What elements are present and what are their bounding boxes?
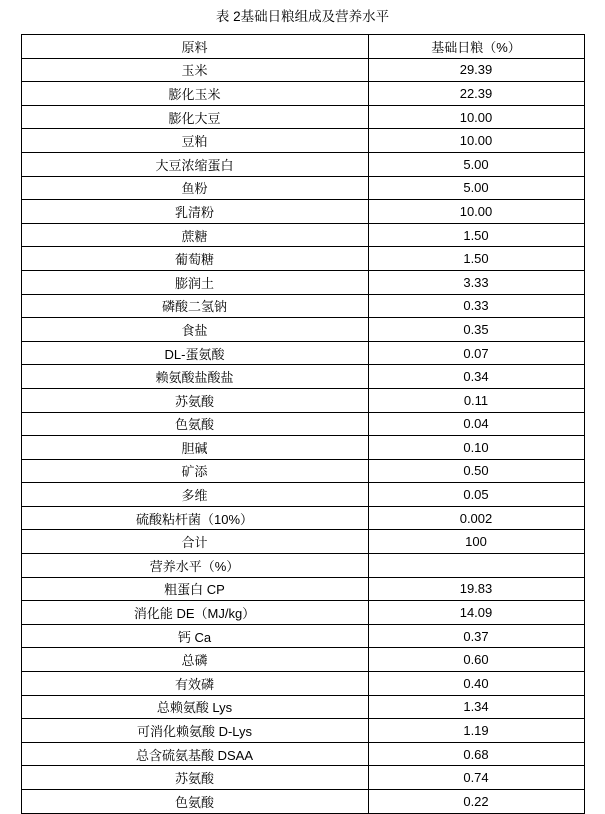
table-row (21, 247, 584, 271)
row-value: 1.34 (368, 695, 584, 719)
row-value: 19.83 (368, 577, 584, 601)
row-value: 10.00 (368, 129, 584, 153)
row-label: 可消化赖氨酸 D-Lys (21, 719, 368, 743)
table-row (21, 577, 584, 601)
row-label: 总磷 (21, 648, 368, 672)
row-label: 豆粕 (21, 129, 368, 153)
row-label: 钙 Ca (21, 624, 368, 648)
row-label: 赖氨酸盐酸盐 (21, 365, 368, 389)
row-value: 10.00 (368, 105, 584, 129)
table-row (21, 695, 584, 719)
row-value: 0.22 (368, 790, 584, 814)
row-label: 膨化玉米 (21, 82, 368, 106)
table-row (21, 742, 584, 766)
row-label: 总赖氨酸 Lys (21, 695, 368, 719)
row-label: 食盐 (21, 318, 368, 342)
table-row (21, 129, 584, 153)
row-value: 0.50 (368, 459, 584, 483)
row-value: 0.10 (368, 436, 584, 460)
table-row (21, 672, 584, 696)
row-value: 10.00 (368, 200, 584, 224)
row-label: 消化能 DE（MJ/kg） (21, 601, 368, 625)
table-row (21, 318, 584, 342)
table-row (21, 105, 584, 129)
row-label: 色氨酸 (21, 412, 368, 436)
row-value: 14.09 (368, 601, 584, 625)
row-value: 0.37 (368, 624, 584, 648)
table-row (21, 624, 584, 648)
row-label: 乳清粉 (21, 200, 368, 224)
column-header-ingredient: 原料 (21, 35, 368, 59)
row-value: 0.002 (368, 506, 584, 530)
row-value: 100 (368, 530, 584, 554)
table-row (21, 176, 584, 200)
row-label: 蔗糖 (21, 223, 368, 247)
row-value: 29.39 (368, 58, 584, 82)
row-label: 大豆浓缩蛋白 (21, 152, 368, 176)
table-row (21, 58, 584, 82)
table-row (21, 365, 584, 389)
row-value: 22.39 (368, 82, 584, 106)
row-label: 合计 (21, 530, 368, 554)
row-value: 0.40 (368, 672, 584, 696)
table-row (21, 223, 584, 247)
table-row (21, 436, 584, 460)
table-body (21, 35, 584, 814)
row-label: 硫酸粘杆菌（10%） (21, 506, 368, 530)
table-row (21, 152, 584, 176)
row-value: 1.50 (368, 247, 584, 271)
row-label: 玉米 (21, 58, 368, 82)
row-label: 矿添 (21, 459, 368, 483)
row-value: 0.68 (368, 742, 584, 766)
table-row (21, 200, 584, 224)
row-label: 有效磷 (21, 672, 368, 696)
row-label: 苏氨酸 (21, 388, 368, 412)
row-value: 0.35 (368, 318, 584, 342)
row-value: 0.07 (368, 341, 584, 365)
row-value: 1.19 (368, 719, 584, 743)
row-value: 0.34 (368, 365, 584, 389)
table-row (21, 483, 584, 507)
section-label-nutrient-levels: 营养水平（%） (21, 554, 368, 578)
column-header-basal-diet: 基础日粮（%） (368, 35, 584, 59)
table-header-row (21, 35, 584, 59)
row-label: 葡萄糖 (21, 247, 368, 271)
row-value: 0.11 (368, 388, 584, 412)
row-label: DL-蛋氨酸 (21, 341, 368, 365)
row-label: 膨润土 (21, 270, 368, 294)
diet-composition-table (21, 34, 585, 814)
table-row (21, 341, 584, 365)
table-row (21, 719, 584, 743)
row-label: 苏氨酸 (21, 766, 368, 790)
table-row (21, 459, 584, 483)
table-row (21, 506, 584, 530)
table-row (21, 790, 584, 814)
table-caption: 表 2基础日粮组成及营养水平 (215, 9, 390, 24)
table-row (21, 530, 584, 554)
row-label: 粗蛋白 CP (21, 577, 368, 601)
table-section-row (21, 554, 584, 578)
row-value: 0.60 (368, 648, 584, 672)
table-row (21, 388, 584, 412)
row-value: 5.00 (368, 176, 584, 200)
table-row (21, 412, 584, 436)
row-label: 鱼粉 (21, 176, 368, 200)
table-row (21, 294, 584, 318)
row-value: 3.33 (368, 270, 584, 294)
table-row (21, 82, 584, 106)
row-value: 0.33 (368, 294, 584, 318)
row-label: 胆碱 (21, 436, 368, 460)
table-row (21, 766, 584, 790)
table-row (21, 648, 584, 672)
row-value: 1.50 (368, 223, 584, 247)
table-row (21, 270, 584, 294)
row-label: 多维 (21, 483, 368, 507)
row-value: 0.74 (368, 766, 584, 790)
row-label: 总含硫氨基酸 DSAA (21, 742, 368, 766)
row-label: 膨化大豆 (21, 105, 368, 129)
table-row (21, 601, 584, 625)
row-label: 磷酸二氢钠 (21, 294, 368, 318)
section-value-empty (368, 554, 584, 578)
row-value: 0.05 (368, 483, 584, 507)
row-value: 5.00 (368, 152, 584, 176)
row-label: 色氨酸 (21, 790, 368, 814)
row-value: 0.04 (368, 412, 584, 436)
